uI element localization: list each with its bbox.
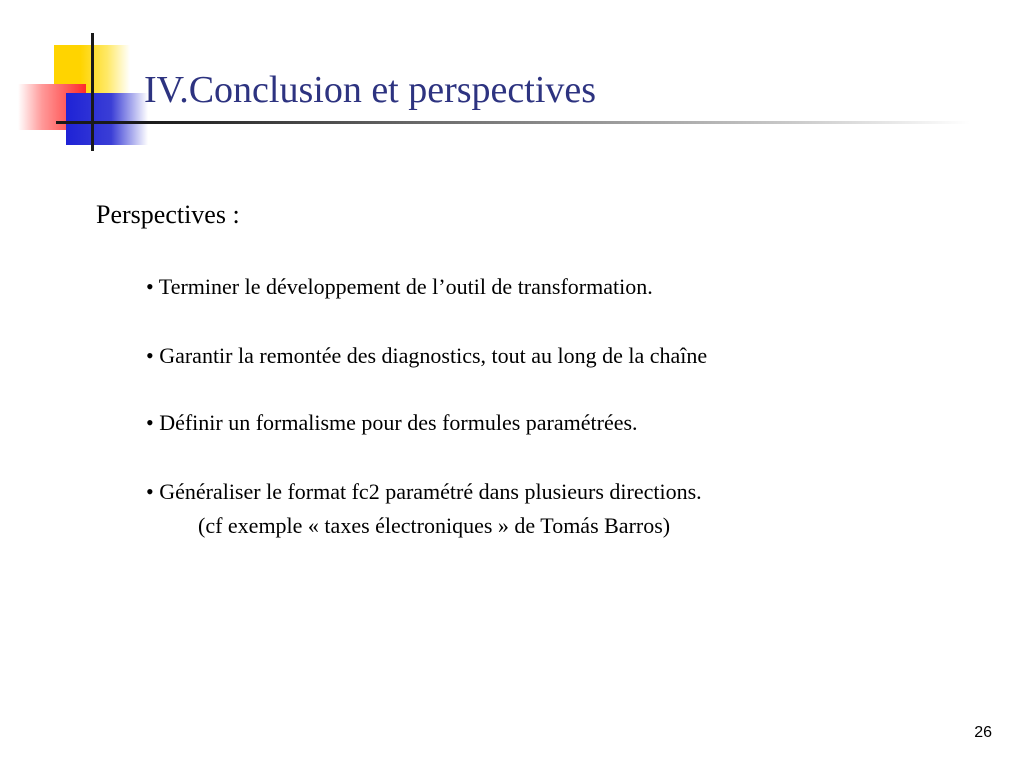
bullet-item-2: • Garantir la remontée des diagnostics, tout au long de la chaîne (146, 343, 708, 368)
decor-vertical-line (91, 33, 94, 151)
bullet-item-4: • Généraliser le format fc2 paramétré dans plusieurs directions. (146, 479, 702, 504)
bullet-item-4-note: (cf exemple « taxes électroniques » de Tomás Barros) (198, 513, 671, 538)
bullet-item-1: • Terminer le développement de l’outil de transformation. (146, 274, 653, 299)
bullet-item-3: • Définir un formalisme pour des formules paramétrées. (146, 410, 638, 435)
section-heading: Perspectives : (96, 200, 240, 229)
decor-blue-square (66, 93, 148, 145)
page-number: 26 (974, 724, 992, 741)
slide-title: IV.Conclusion et perspectives (144, 69, 597, 111)
title-underline (56, 121, 970, 124)
